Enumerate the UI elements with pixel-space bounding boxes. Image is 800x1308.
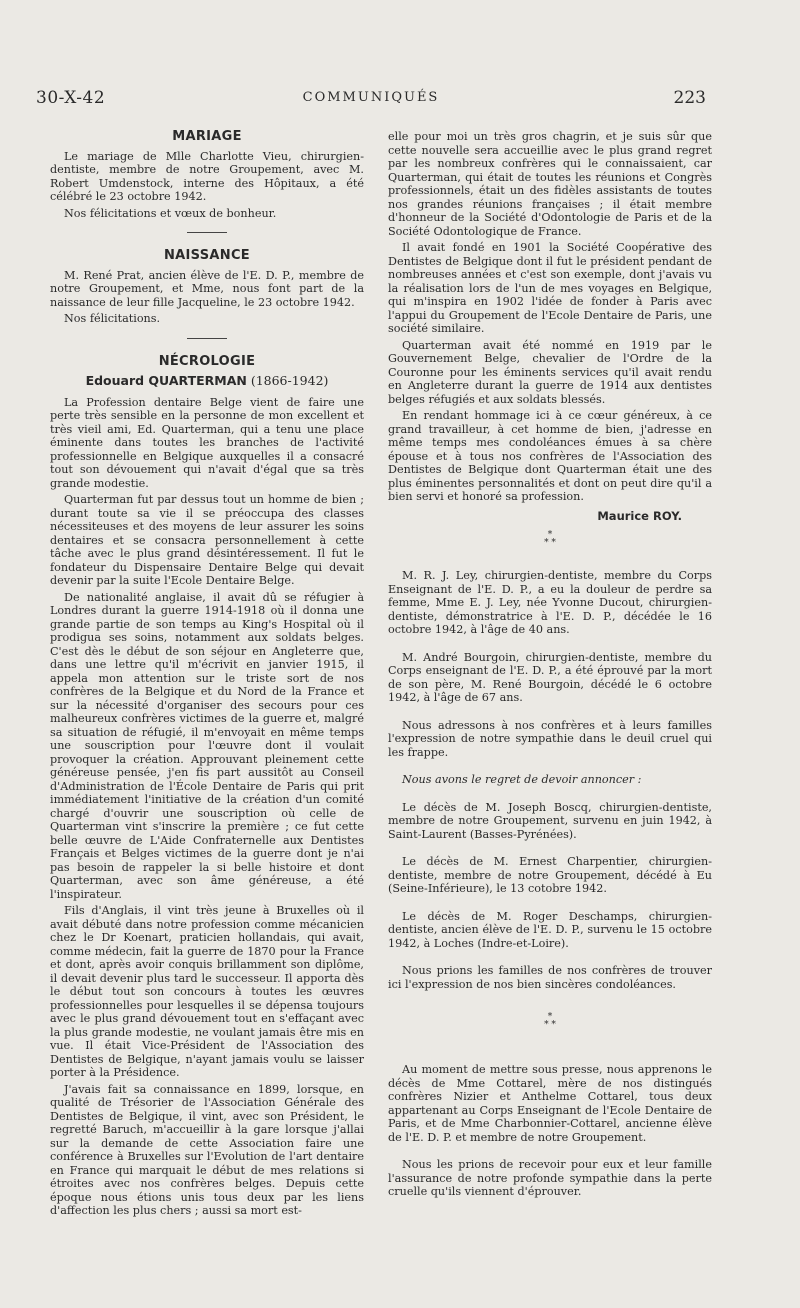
page-number: 223: [673, 88, 706, 108]
obituary-paragraph: La Profession dentaire Belge vient de faire une perte très sensible en la personne de mon excellent et très vieil ami, Ed. Quarterman, qui a tenu une place éminente dans toutes les branches de l'activité professionnelle en Belgique auxquelles il a consacré tout son dévouement qui n'avait d'égal que sa très grande modestie.: [50, 395, 364, 490]
obituary-paragraph: elle pour moi un très gros chagrin, et je suis sûr que cette nouvelle sera accueillie avec le plus grand regret par les nombreux confrères qui le connaissaient, car Quarterman, qui était de toutes les réunions et Congrès professionnels, était un des fidèles assistants de toutes nos grandes réunions françaises ; il était membre d'honneur de la Société d'Odontologie de Paris et de la Société Odontologique de France.: [388, 130, 712, 238]
late-notice: Au moment de mettre sous presse, nous apprenons le décès de Mme Cottarel, mère de nos distingués confrères Nizier et Anthelme Cottarel, tous deux appartenant au Corps Enseignant de l'Ecole Dentaire de Paris, et de Mme Charbonnier-Cottarel, ancienne élève de l'E. D. P. et membre de notre Groupement.: [388, 1063, 712, 1144]
section-divider: [187, 338, 227, 339]
naissance-paragraph: M. René Prat, ancien élève de l'E. D. P., membre de notre Groupement, et Mme, nous font part de la naissance de leur fille Jacqueline, le 23 octobre 1942.: [50, 268, 364, 309]
page-header: [36, 88, 706, 110]
issue-date: 30-X-42: [36, 88, 106, 108]
section-divider: [187, 232, 227, 233]
right-column: [388, 130, 712, 1202]
obituary-paragraph: En rendant hommage ici à ce cœur généreux, à ce grand travailleur, à cet homme de bien, j'adresse en même temps mes condoléances émues à sa chère épouse et à tous nos confrères de l'Association des Dentistes de Belgique dont Quarterman était une des plus éminentes personnalités et dont on peut dire qu'il a bien servi et honoré sa profession.: [388, 409, 712, 503]
necrologie-heading: NÉCROLOGIE: [158, 353, 256, 369]
announcement: Le décès de M. Joseph Boscq, chirurgien-dentiste, membre de notre Groupement, survenu en juin 1942, à Saint-Laurent (Basses-Pyrénées).: [388, 800, 712, 841]
obituary-paragraph: Fils d'Anglais, il vint très jeune à Bruxelles où il avait débuté dans notre profession comme mécanicien chez le Dr Koenart, praticien hollandais, qui avait, comme médecin, fait la guerre de 1870 pour la France et dont, après avoir conquis brillamment son diplôme, il devait devenir plus tard le successeur. Il apporta dès le début tout son concours à toutes les œuvres professionnelles pour lesquelles il se dépensa toujours avec le plus grand dévouement tout en s'effaçant avec la plus grande modestie, ne voulant jamais être mis en vue. Il était Vice-Président de l'Association des Dentistes de Belgique, n'ayant jamais voulu se laisser porter à la Présidence.: [50, 904, 364, 1079]
announcement: Le décès de M. Roger Deschamps, chirurgien-dentiste, ancien élève de l'E. D. P., survenu le 15 octobre 1942, à Loches (Indre-et-Loire).: [388, 909, 712, 950]
naissance-wishes: Nos félicitations.: [64, 312, 161, 325]
left-column: [50, 130, 364, 1221]
obituary-paragraph: Quarterman fut par dessus tout un homme de bien ; durant toute sa vie il se préoccupa des classes nécessiteuses et des moyens de leur assurer les soins dentaires et se consacra personnellement à cette tâche avec le plus grand désintéressement. Il fut le fondateur du Dispensaire Dentaire Belge qui devait devenir par la suite l'Ecole Dentaire Belge.: [50, 493, 364, 587]
obituary-paragraph: Il avait fondé en 1901 la Société Coopérative des Dentistes de Belgique dont il fut le président pendant de nombreuses années et c'est son exemple, dont j'avais vu la réalisation lors de l'un de mes voyages en Belgique, qui m'inspira en 1902 l'idée de fonder à Paris avec l'appui du Groupement de l'Ecole Dentaire de Paris, une société similaire.: [388, 241, 712, 335]
mariage-wishes: Nos félicitations et vœux de bonheur.: [64, 206, 277, 220]
announce-intro: Nous avons le regret de devoir annoncer :: [402, 773, 642, 786]
naissance-heading: NAISSANCE: [164, 248, 250, 263]
condolence-note: Nous adressons à nos confrères et à leurs familles l'expression de notre sympathie dans le deuil cruel qui les frappe.: [388, 718, 712, 759]
obituary-paragraph: De nationalité anglaise, il avait dû se réfugier à Londres durant la guerre 1914-1918 où il donna une grande partie de son temps au King's Hospital où il prodigua ses soins, notamment aux soldats belges. C'est dès le début de son séjour en Angleterre que, dans une lettre qu'il m'écrivit en janvier 1915, il appela mon attention sur le triste sort de nos confrères de la Belgique et du Nord de la France et sur la nécessité d'organiser des secours pour ces malheureux confrères victimes de la guerre et, malgré sa situation de réfugié, il m'envoyait en même temps une souscription pour l'œuvre dont il voulait provoquer la création. Approuvant pleinement cette généreuse pensée, j'en fis part aussitôt au Conseil d'Administration de l'École Dentaire de Paris qui prit immédiatement l'initiative de la création d'un comité chargé d'ouvrir une souscription où celle de Quarterman vint s'inscrire la première ; ce fut cette belle œuvre de L'Aide Confraternelle aux Dentistes Français et Belges victimes de la guerre dont je n'ai pas besoin de rappeler la si belle histoire et dont Quarterman, avec son âme généreuse, a été l'inspirateur.: [50, 590, 364, 901]
obituary-paragraph: J'avais fait sa connaissance en 1899, lorsque, en qualité de Trésorier de l'Association Générale des Dentistes de Belgique, il vint, avec son Président, le regretté Baruch, m'accueillir à la gare lorsque j'allai sur la demande de cette Association faire une conférence à Bruxelles sur l'Evolution de l'art dentaire en France qui marquait le début de mes relations si étroites avec nos confrères belges. Depuis cette époque nous étions unis tous deux par les liens d'affection les plus chers ; aussi sa mort est-: [50, 1082, 364, 1217]
mariage-heading: MARIAGE: [172, 129, 242, 144]
signature: Maurice ROY.: [597, 508, 682, 523]
obituary-years: (1866-1942): [246, 373, 329, 388]
mariage-paragraph: Le mariage de Mlle Charlotte Vieu, chirurgien-dentiste, membre de notre Groupement, avec M. Robert Umdenstock, interne des Hôpitaux, a été célébré le 23 octobre 1942.: [50, 149, 364, 203]
obituary-title: [50, 374, 364, 388]
asterism-divider: * * *: [544, 530, 556, 548]
death-notice: M. André Bourgoin, chirurgien-dentiste, membre du Corps enseignant de l'E. D. P., a été éprouvé par la mort de son père, M. René Bourgoin, décédé le 6 octobre 1942, à l'âge de 67 ans.: [388, 650, 712, 704]
announcement: Le décès de M. Ernest Charpentier, chirurgien-dentiste, membre de notre Groupement, décédé à Eu (Seine-Inférieure), le 13 cotobre 1942.: [388, 855, 712, 895]
condolence-note: Nous prions les familles de nos confrères de trouver ici l'expression de nos bien sincères condoléances.: [388, 964, 712, 991]
asterism-divider: * * *: [544, 1012, 556, 1030]
section-title: COMMUNIQUÉS: [302, 90, 440, 105]
late-condolence: Nous les prions de recevoir pour eux et leur famille l'assurance de notre profonde sympathie dans la perte cruelle qu'ils viennent d'éprouver.: [388, 1158, 712, 1198]
obituary-name: Edouard QUARTERMAN: [85, 373, 247, 388]
death-notice: M. R. J. Ley, chirurgien-dentiste, membre du Corps Enseignant de l'E. D. P., a eu la douleur de perdre sa femme, Mme E. J. Ley, née Yvonne Ducout, chirurgien-dentiste, démonstratrice à l'E. D. P., décédée le 16 octobre 1942, à l'âge de 40 ans.: [388, 569, 712, 636]
obituary-paragraph: Quarterman avait été nommé en 1919 par le Gouvernement Belge, chevalier de l'Ordre de la Couronne pour les éminents services qu'il avait rendu en Angleterre durant la guerre de 1914 aux dentistes belges réfugiés et aux soldats blessés.: [388, 338, 712, 406]
